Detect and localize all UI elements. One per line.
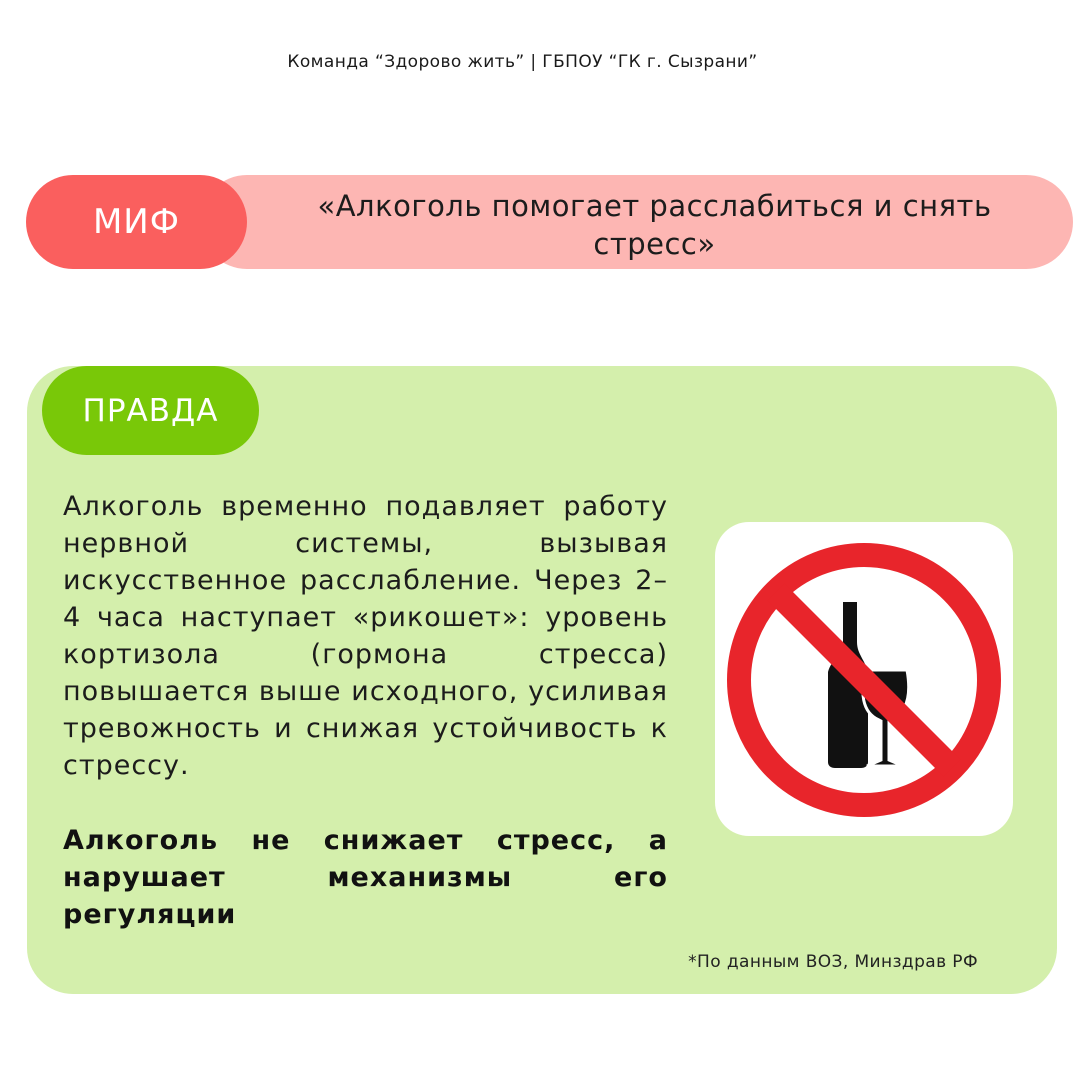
truth-conclusion-text: Алкоголь не снижает стресс, а нарушает механизмы его регуляции: [63, 825, 668, 930]
myth-statement: «Алкоголь помогает расслабиться и снять стресс»: [200, 175, 1073, 269]
no-alcohol-icon-tile: [715, 522, 1013, 836]
source-note: *По данным ВОЗ, Минздрав РФ: [688, 952, 978, 972]
truth-body-text: Алкоголь временно подавляет работу нервной системы, вызывая искусственное расслабление. Через 2–4 часа наступает «рикошет»: уровень кортизола (гормона стресса) повышается выше исходного, усиливая тревожность и снижая устойчивость к стрессу.: [63, 491, 668, 781]
header-credit: Команда “Здорово жить” | ГБПОУ “ГК г. Сызрани”: [287, 52, 758, 72]
no-alcohol-prohibition-sign-icon: [715, 522, 1013, 836]
myth-label: МИФ: [26, 175, 247, 269]
truth-label: ПРАВДА: [42, 366, 259, 455]
